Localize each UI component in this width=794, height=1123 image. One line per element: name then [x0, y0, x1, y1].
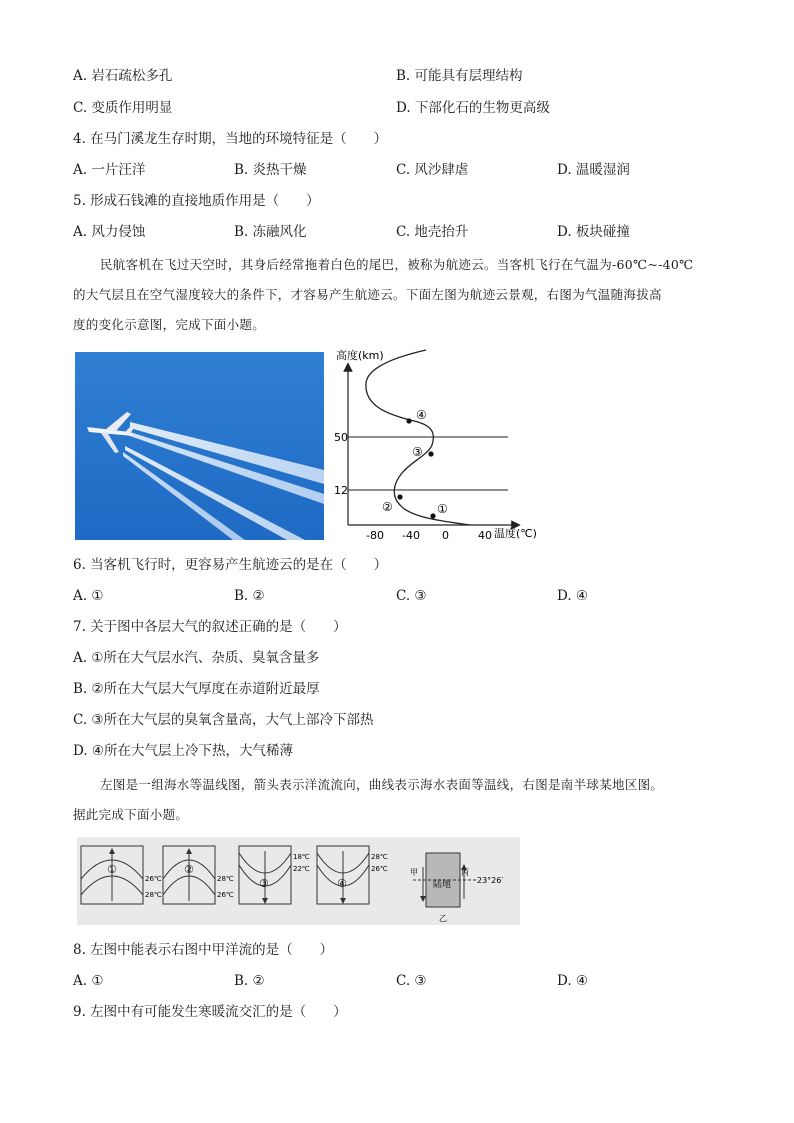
current-jia-label: 甲	[410, 868, 418, 877]
latitude-label: 23°26′	[477, 876, 504, 885]
q5-stem: 5. 形成石钱滩的直接地质作用是（ ）	[73, 193, 320, 209]
land-label: 陆地	[433, 880, 452, 890]
q7-option-c: C. ③所在大气层的臭氧含量高，大气上部冷下部热	[73, 712, 374, 728]
point-4-label: ④	[416, 408, 427, 422]
q6-option-c: C. ③	[396, 588, 427, 604]
isotherm-panel-1	[81, 846, 162, 904]
x-tick-neg40: -40	[402, 529, 420, 542]
x-tick-neg80: -80	[366, 529, 384, 542]
q5-option-d: D. 板块碰撞	[557, 224, 630, 240]
panel-2-top-temp: 28℃	[217, 875, 234, 883]
point-3-marker	[428, 451, 433, 456]
q4-option-c: C. 风沙肆虐	[396, 162, 469, 178]
point-1-marker	[430, 513, 435, 518]
panel-3-number: ③	[259, 877, 269, 890]
point-3-label: ③	[412, 445, 423, 459]
q7-option-d: D. ④所在大气层上冷下热，大气稀薄	[73, 743, 294, 759]
passage1-line3: 度的变化示意图，完成下面小题。	[73, 317, 266, 332]
q6-stem: 6. 当客机飞行时，更容易产生航迹云的是在（ ）	[73, 557, 388, 573]
q3-option-c: C. 变质作用明显	[73, 100, 173, 116]
panel-1-number: ①	[107, 863, 117, 876]
southern-hemisphere-map	[410, 853, 503, 923]
panel-3-bottom-temp: 22℃	[293, 865, 310, 873]
isotherm-figure	[77, 837, 520, 925]
q4-option-a: A. 一片汪洋	[73, 162, 146, 178]
point-1-label: ①	[437, 502, 448, 516]
current-yi-label: 乙	[439, 914, 447, 923]
q8-stem: 8. 左图中能表示右图中甲洋流的是（ ）	[73, 942, 334, 958]
q4-option-b: B. 炎热干燥	[234, 162, 307, 178]
q7-stem: 7. 关于图中各层大气的叙述正确的是（ ）	[73, 619, 347, 635]
panel-2-bottom-temp: 26℃	[217, 891, 234, 899]
panel-4-bottom-temp: 26℃	[371, 865, 388, 873]
x-tick-40: 40	[478, 529, 492, 542]
panel-3-top-temp: 18℃	[293, 853, 310, 861]
q3-option-a: A. 岩石疏松多孔	[73, 68, 173, 84]
q5-option-b: B. 冻融风化	[234, 224, 307, 240]
temperature-altitude-diagram	[330, 345, 555, 545]
current-bing-label: 丙	[461, 868, 469, 877]
panel-1-bottom-temp: 28℃	[145, 891, 162, 899]
passage1-line1: 民航客机在飞过天空时，其身后经常拖着白色的尾巴，被称为航迹云。当客机飞行在气温为-60℃~-40℃	[100, 257, 694, 272]
q8-option-b: B. ②	[234, 973, 265, 989]
q6-option-a: A. ①	[73, 588, 104, 604]
q4-option-d: D. 温暖湿润	[557, 162, 630, 178]
q9-stem: 9. 左图中有可能发生寒暖流交汇的是（ ）	[73, 1004, 347, 1020]
panel-4-number: ④	[337, 877, 347, 890]
q5-option-a: A. 风力侵蚀	[73, 224, 146, 240]
passage2-line1: 左图是一组海水等温线图，箭头表示洋流流向，曲线表示海水表面等温线，右图是南半球某地区图。	[100, 777, 664, 792]
q8-option-a: A. ①	[73, 973, 104, 989]
q3-option-b: B. 可能具有层理结构	[396, 68, 523, 84]
q6-option-d: D. ④	[557, 588, 589, 604]
q4-stem: 4. 在马门溪龙生存时期，当地的环境特征是（ ）	[73, 131, 388, 147]
passage1-line2: 的大气层且在空气湿度较大的条件下，才容易产生航迹云。下面左图为航迹云景观，右图为气温随海拔高	[73, 287, 662, 302]
q3-option-d: D. 下部化石的生物更高级	[396, 100, 550, 116]
passage2-line2: 据此完成下面小题。	[73, 807, 189, 822]
q8-option-c: C. ③	[396, 973, 427, 989]
q5-option-c: C. 地壳抬升	[396, 224, 469, 240]
y-axis-label: 高度(km)	[336, 349, 384, 362]
q8-option-d: D. ④	[557, 973, 589, 989]
x-axis-label: 温度(℃)	[494, 527, 537, 540]
point-4-marker	[406, 418, 411, 423]
point-2-marker	[397, 494, 402, 499]
isotherm-panel-4	[317, 846, 388, 904]
panel-2-number: ②	[184, 863, 194, 876]
panel-1-top-temp: 26℃	[145, 875, 162, 883]
isotherm-panel-3	[239, 846, 310, 904]
x-tick-0: 0	[442, 529, 449, 542]
q7-option-a: A. ①所在大气层水汽、杂质、臭氧含量多	[73, 650, 320, 666]
isotherm-panel-2	[163, 846, 234, 904]
contrail-photo	[75, 352, 324, 540]
panel-4-top-temp: 28℃	[371, 853, 388, 861]
y-tick-50: 50	[334, 431, 348, 444]
q7-option-b: B. ②所在大气层大气厚度在赤道附近最厚	[73, 681, 320, 697]
q6-option-b: B. ②	[234, 588, 265, 604]
y-tick-12: 12	[334, 484, 348, 497]
point-2-label: ②	[382, 500, 393, 514]
